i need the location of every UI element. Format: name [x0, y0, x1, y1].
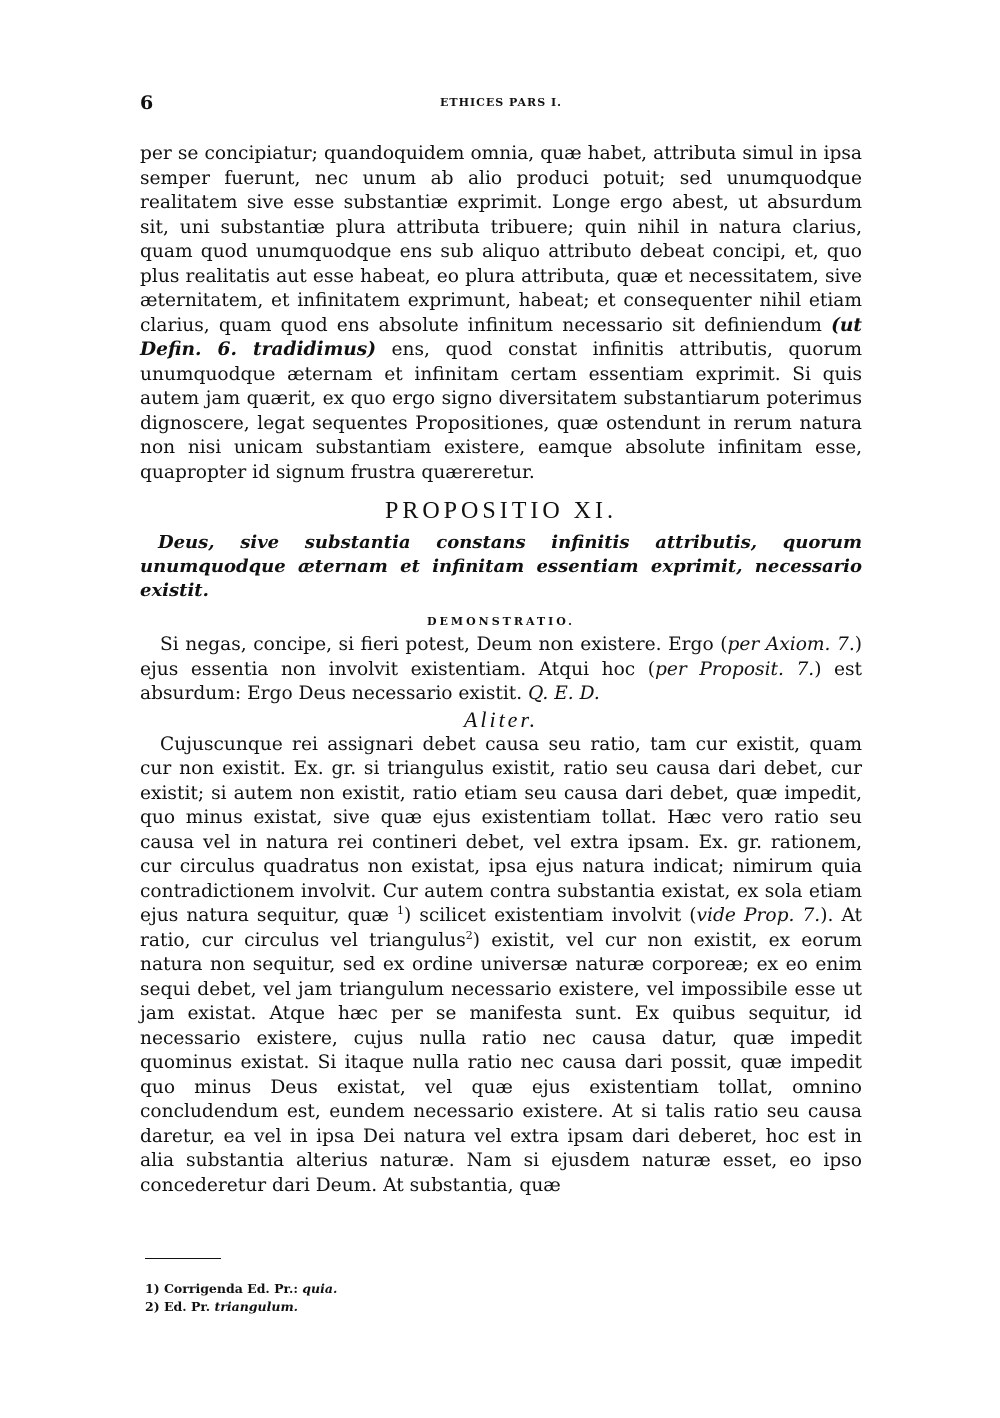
demonstration-text: Si negas, concipe, si fieri potest, Deum non existere. Ergo ( [160, 634, 728, 655]
demonstration-text-2: ) ejus essentia non involvit existentiam. Atqui hoc ( [140, 634, 862, 680]
qed-mark: Q. E. D. [528, 683, 600, 704]
aliter-heading: Aliter. [463, 706, 539, 732]
paragraph-demonstration [140, 633, 862, 707]
page-number: 6 [140, 92, 154, 114]
scholium-text: per se concipiatur; quandoquidem omnia, quæ habet, attributa simul in ipsa semper fuerunt, nec unum ab alio produci potuit; sed unumquodque realitatem sive esse substantiæ exprimit. Longe ergo abest, ut absurdum sit, uni substantiæ plura attributa tribuere; quin nihil in natura clarius, quam quod unumquodque ens sub aliquo attributo debeat concipi, et, quo plus realitatis aut esse habeat, eo plura attributa, quæ et necessitatem, sive æternitatem, et infinitatem exprimunt, habeat; et consequenter nihil etiam clarius, quam quod ens absolute infinitum necessario sit definiendum [140, 143, 862, 336]
proposition-reference: per Proposit. 7. [655, 658, 815, 680]
running-title: ETHICES PARS I. [440, 96, 562, 109]
footnote-marker: 2) [145, 1299, 160, 1314]
proposition-enunciation: Deus, sive substantia constans infinitis attributis, quorum unumquodque æternam et infinitam essentiam exprimit, necessario existit. [140, 532, 862, 601]
definition-reference: (ut Defin. 6. tradidimus) [140, 314, 862, 360]
footnote-ref-2[interactable]: 2 [465, 928, 473, 942]
scholium-text-continued: ens, quod constat infinitis attributis, quorum unumquodque æternam et infinitam certam essentiam exprimit. Si quis autem jam quærit, ex quo ergo signo diversitatem substantiarum poterimus dignoscere, legat sequentes Propositiones, quæ ostendunt in rerum natura non nisi unicam substantiam existere, eamque absolute infinitam esse, quapropter id signum frustra quæreretur. [140, 339, 862, 483]
footnote-italic: triangulum. [214, 1299, 299, 1314]
vide-reference: vide Prop. 7. [696, 905, 821, 926]
footnote-text: Ed. Pr. [163, 1299, 215, 1314]
aliter-text-3: ). At ratio, cur circulus vel triangulus [140, 905, 863, 951]
footnote-1 [145, 1280, 645, 1298]
page-header [140, 92, 862, 122]
footnote-divider [145, 1258, 221, 1259]
demonstration-heading: DEMONSTRATIO. [426, 615, 576, 628]
footnote-2 [145, 1298, 645, 1316]
aliter-text: Cujuscunque rei assignari debet causa seu ratio, tam cur existit, quam cur non existit. Ex. gr. si triangulus existit, ratio seu causa dari debet, cur existit; si autem non existit, ratio etiam seu causa dari debet, quæ impedit, quo minus existat, sive quæ ejus existentiam tollat. Hæc vero ratio seu causa vel in natura rei contineri debet, vel extra ipsam. Ex. gr. rationem, cur circulus quadratus non existat, ipsa ejus natura indicat; nimirum quia contradictionem involvit. Cur autem contra substantia existat, ex sola etiam ejus natura sequitur, quæ [140, 733, 862, 926]
aliter-text-4: ) existit, vel cur non existit, ex eorum natura non sequitur, sed ex ordine universæ naturæ corporeæ; ex eo enim sequi debet, vel jam triangulum necessario existere, vel impossibile esse ut jam existat. Atque hæc per se manifesta sunt. Ex quibus sequitur, id necessario existere, cujus nulla ratio nec causa datur, quæ impedit quominus existat. Si itaque nulla ratio nec causa dari possit, quæ impedit quo minus Deus existat, vel quæ ejus existentiam tollat, omnino concludendum est, eundem necessario existere. At si talis ratio seu causa daretur, ea vel in ipsa Dei natura vel extra ipsam dari deberet, hoc est in alia substantia alterius naturæ. Nam si ejusdem naturæ esset, eo ipso concederetur dari Deum. At substantia, quæ [140, 929, 862, 1196]
footnote-marker: 1) [145, 1281, 160, 1296]
axiom-reference: per Axiom. 7. [727, 634, 855, 655]
paragraph-aliter [140, 733, 862, 1199]
footnote-ref-1[interactable]: 1 [397, 903, 404, 917]
proposition-title: PROPOSITIO XI. [384, 498, 617, 524]
demonstration-text-3: ) est absurdum: Ergo Deus necessario existit. [140, 658, 863, 704]
footnotes [145, 1280, 645, 1316]
footnote-italic: quia. [302, 1281, 338, 1296]
footnote-text: Corrigenda Ed. Pr.: [163, 1281, 303, 1296]
main-text [140, 142, 862, 1198]
paragraph-scholium [140, 142, 862, 485]
aliter-text-2: ) scilicet existentiam involvit ( [404, 905, 697, 926]
